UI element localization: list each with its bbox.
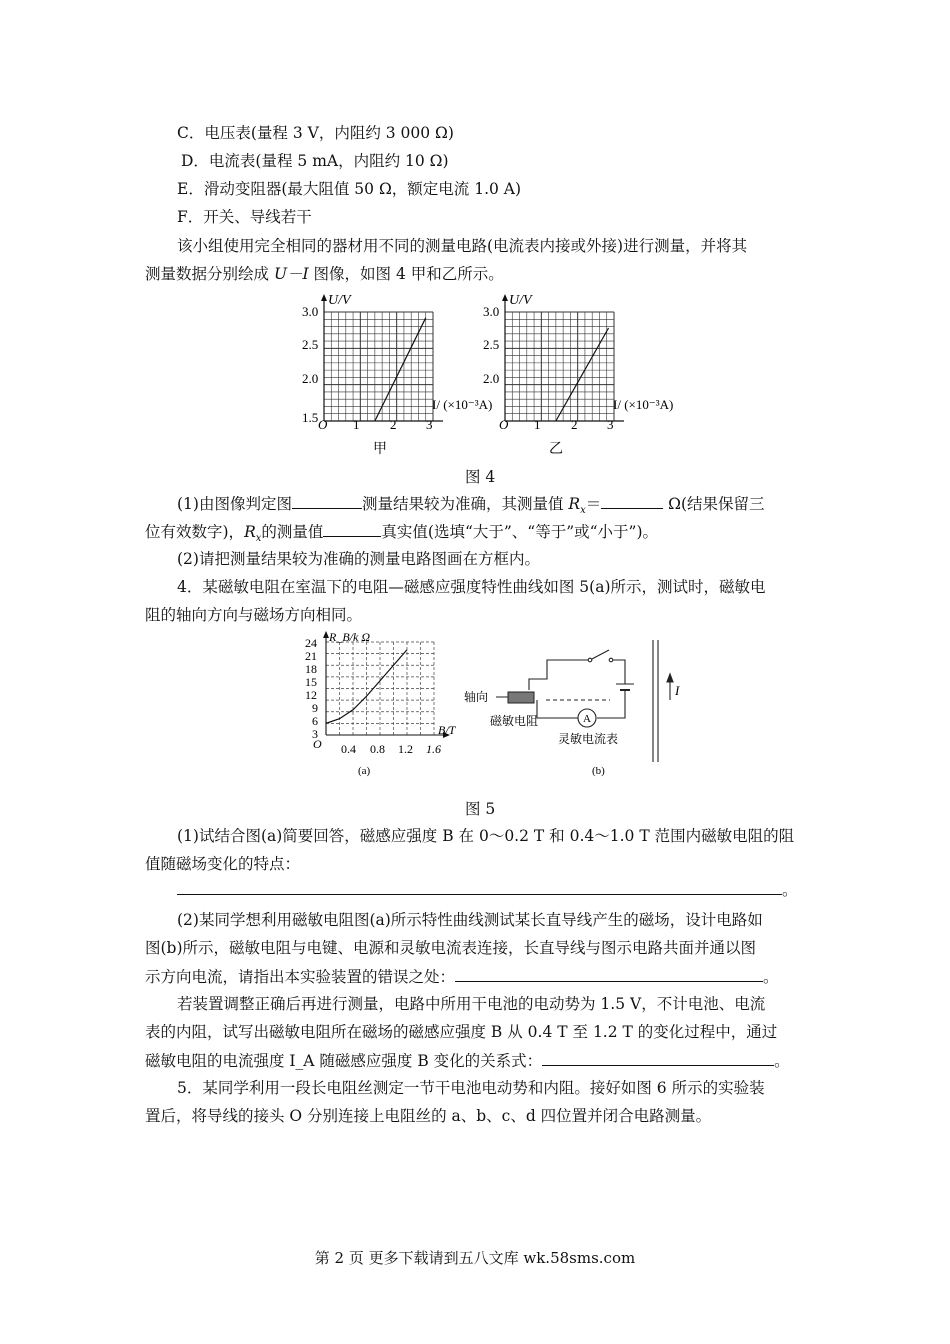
rx-sub: x <box>580 505 586 517</box>
f5b-current-label: I <box>675 683 680 698</box>
figure-5-caption: 图 5 <box>465 800 496 818</box>
f5a-ytick-24: 24 <box>305 636 317 650</box>
f4-left-xlabel: I/ (×10⁻³A) <box>432 397 493 412</box>
end-mark-3: 。 <box>774 1052 790 1070</box>
q4-part3-line1: 若装置调整正确后再进行测量，电路中所用干电池的电动势为 1.5 V，不计电池、电流 <box>177 995 766 1013</box>
q4-part2-line1: (2)某同学想利用磁敏电阻图(a)所示特性曲线测试某长直导线产生的磁场，设计电路如 <box>177 911 763 929</box>
f4-left-xtick-3: 3 <box>426 417 433 432</box>
f5a-ytick-3: 3 <box>312 727 318 741</box>
f4-right-xlabel: I/ (×10⁻³A) <box>613 397 674 412</box>
q4-part1-answer <box>177 879 798 900</box>
q3-text-c: ＝ <box>585 495 602 513</box>
intro-math: U－I <box>273 265 309 283</box>
f5a-label: (a) <box>358 765 371 777</box>
f5a-ytick-18: 18 <box>305 662 317 676</box>
option-e: E．滑动变阻器(最大阻值 50 Ω，额定电流 1.0 A) <box>177 180 522 198</box>
f4-label-left: 甲 <box>373 442 387 457</box>
f5b-ammeter-label: 灵敏电流表 <box>558 732 619 746</box>
intro-line-2 <box>145 264 504 284</box>
f4-right-ylabel: U/V <box>509 293 532 308</box>
f5a-xtick-0.4: 0.4 <box>341 742 356 756</box>
blank-q4-part3[interactable] <box>542 1050 774 1066</box>
f4-left-ytick-2.0: 2.0 <box>302 371 319 386</box>
intro-line-1: 该小组使用完全相同的器材用不同的测量电路(电流表内接或外接)进行测量，并将其 <box>177 237 748 255</box>
y-axis-arrow <box>321 294 327 301</box>
q3-part1-line2 <box>145 521 658 549</box>
blank-figure[interactable] <box>292 493 362 509</box>
q5-line-1: 5．某同学利用一段长电阻丝测定一节干电池电动势和内阻。接好如图 6 所示的实验装 <box>177 1079 765 1097</box>
figure-4-right-grid <box>502 294 624 421</box>
option-f: F．开关、导线若干 <box>177 208 312 226</box>
q3-text-f: 的测量值 <box>261 523 324 541</box>
f5a-origin: O <box>313 737 322 751</box>
f5a-ytick-6: 6 <box>312 714 318 728</box>
intro-text-b: 图像，如图 4 甲和乙所示。 <box>308 265 504 283</box>
q3-text-a: (1)由图像判定图 <box>177 495 292 513</box>
q4-line-1: 4．某磁敏电阻在室温下的电阻—磁感应强度特性曲线如图 5(a)所示，测试时，磁敏电 <box>177 578 766 596</box>
q4-line-2: 阻的轴向方向与磁场方向相同。 <box>145 606 363 624</box>
q3-part2: (2)请把测量结果较为准确的测量电路图画在方框内。 <box>177 550 540 568</box>
f4-left-ytick-1.5: 1.5 <box>302 410 319 425</box>
blank-q4-part1[interactable] <box>177 879 782 895</box>
q5-line-2: 置后，将导线的接头 O 分别连接上电阻丝的 a、b、c、d 四位置并闭合电路测量。 <box>145 1107 712 1125</box>
f4-left-xtick-1: 1 <box>353 417 360 432</box>
q4-part3-line2: 表的内阻，试写出磁敏电阻所在磁场的磁感应强度 B 从 0.4 T 至 1.2 T 的变化过程中，通过 <box>145 1023 778 1041</box>
f5a-ylabel: R_B/k Ω <box>329 630 370 644</box>
q4-part1-line1: (1)试结合图(a)简要回答，磁感应强度 B 在 0～0.2 T 和 0.4～1.0 T 范围内磁敏电阻的阻 <box>177 827 795 845</box>
q3-text-e: 位有效数字)， <box>145 523 245 541</box>
figure-4 <box>290 290 690 460</box>
f4-left-origin: O <box>318 417 328 432</box>
f4-right-xtick-2: 2 <box>571 417 578 432</box>
q3-part1-line1 <box>177 493 765 521</box>
f5b-axis-label: 轴向 <box>464 690 489 704</box>
f4-right-xtick-3: 3 <box>607 417 614 432</box>
rx-symbol-2: R <box>244 523 256 541</box>
figure-4-left-grid <box>321 294 443 421</box>
data-line-乙 <box>556 328 609 421</box>
f4-left-ytick-2.5: 2.5 <box>302 337 319 352</box>
f4-right-ytick-2.5: 2.5 <box>483 337 500 352</box>
f5a-xtick-1.2: 1.2 <box>398 742 413 756</box>
magnetoresistor-symbol <box>508 692 534 703</box>
f5b-ammeter-symbol: A <box>583 713 591 725</box>
f5a-ytick-15: 15 <box>305 675 317 689</box>
q4-part3-line3 <box>145 1050 790 1071</box>
page-footer: 第 2 页 更多下载请到五八文库 wk.58sms.com <box>314 1249 636 1267</box>
blank-rx-value[interactable] <box>601 493 663 509</box>
option-c: C．电压表(量程 3 V，内阻约 3 000 Ω) <box>177 124 454 142</box>
f5a-ytick-12: 12 <box>305 688 317 702</box>
f4-left-ytick-3.0: 3.0 <box>302 304 319 319</box>
f5a-ytick-21: 21 <box>305 649 317 663</box>
figure-5 <box>300 630 680 785</box>
f5a-xtick-0.8: 0.8 <box>370 742 385 756</box>
f4-label-right: 乙 <box>549 442 563 457</box>
option-d: D．电流表(量程 5 mA，内阻约 10 Ω) <box>181 152 449 170</box>
q4-part2-line3 <box>145 966 779 987</box>
figure-5a-grid <box>323 631 450 738</box>
f4-left-ylabel: U/V <box>328 293 351 308</box>
blank-compare[interactable] <box>323 521 381 537</box>
q3-text-d: Ω(结果保留三 <box>663 495 765 513</box>
q4-part3-text: 磁敏电阻的电流强度 I_A 随磁感应强度 B 变化的关系式： <box>145 1052 543 1070</box>
data-line-甲 <box>375 318 426 421</box>
f5a-xlabel: B/T <box>438 723 456 737</box>
rx-symbol: R <box>568 495 581 513</box>
end-mark-1: 。 <box>782 881 798 899</box>
f5b-label: (b) <box>592 765 605 777</box>
blank-q4-part2[interactable] <box>455 966 763 982</box>
q4-part2-text: 示方向电流，请指出本实验装置的错误之处： <box>145 968 456 986</box>
q4-part2-line2: 图(b)所示，磁敏电阻与电键、电源和灵敏电流表连接，长直导线与图示电路共面并通以图 <box>145 939 757 957</box>
f4-right-origin: O <box>499 417 509 432</box>
figure-4-caption: 图 4 <box>465 468 496 486</box>
f4-right-ytick-2.0: 2.0 <box>483 371 500 386</box>
f5b-resistor-label: 磁敏电阻 <box>490 714 539 728</box>
f4-right-ytick-3.0: 3.0 <box>483 304 500 319</box>
f4-left-xtick-2: 2 <box>390 417 397 432</box>
q4-part1-line2: 值随磁场变化的特点： <box>145 855 301 873</box>
end-mark-2: 。 <box>763 968 779 986</box>
y-axis-arrow <box>502 294 508 301</box>
f5a-ytick-9: 9 <box>312 701 318 715</box>
intro-text-a: 测量数据分别绘成 <box>145 265 274 283</box>
f5a-xtick-1.6: 1.6 <box>426 742 441 756</box>
f4-right-xtick-1: 1 <box>534 417 541 432</box>
q3-text-g: 真实值(选填“大于”、“等于”或“小于”)。 <box>381 523 659 541</box>
q3-text-b: 测量结果较为准确，其测量值 <box>361 495 569 513</box>
rx-sub-2: x <box>255 533 262 545</box>
